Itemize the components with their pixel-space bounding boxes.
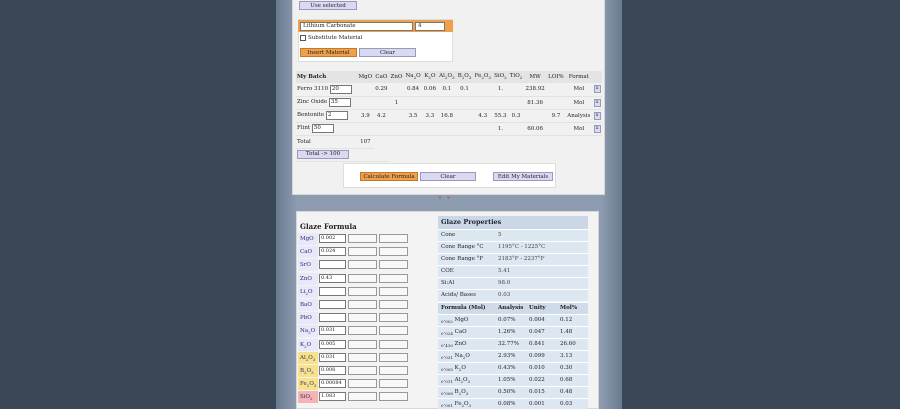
formula-cell: 1.48 <box>560 329 573 335</box>
oxide-limit-min[interactable] <box>348 274 377 283</box>
oxide-limit-min[interactable] <box>348 260 377 269</box>
batch-cell <box>547 122 566 135</box>
formula-cell: 1.05% <box>498 377 516 383</box>
substitute-checkbox[interactable] <box>300 35 306 41</box>
oxide-label: CaO <box>298 246 318 258</box>
formula-cell: 0.015 <box>529 389 545 395</box>
formula-cell: $_0._{001}$ $Fe_2O_3$ <box>441 401 472 409</box>
batch-cell: 0.1 <box>456 83 473 96</box>
formula-cell: 3.13 <box>560 353 573 359</box>
use-selected-button[interactable]: Use selected <box>299 1 357 10</box>
formula-cell: 0.68 <box>560 377 573 383</box>
batch-cell: 0.3 <box>508 109 524 122</box>
oxide-input[interactable]: 0.024 <box>319 247 346 256</box>
clear-material-button[interactable]: Clear <box>359 48 416 57</box>
oxide-label: $K_2O$ <box>298 339 318 351</box>
batch-cell <box>493 96 509 109</box>
batch-row-name <box>296 96 357 109</box>
batch-row-name <box>296 83 357 96</box>
batch-cell: 9.7 <box>547 109 566 122</box>
batch-cell <box>357 83 374 96</box>
batch-cell <box>508 83 524 96</box>
batch-cell: 0.29 <box>374 83 389 96</box>
oxide-row <box>298 299 410 311</box>
oxide-label: $B_2O_3$ <box>298 365 318 377</box>
batch-cell: 60.06 <box>524 122 547 135</box>
amount-input[interactable]: 20 <box>330 85 352 94</box>
oxide-input[interactable]: 0.008 <box>319 366 346 375</box>
batch-cell <box>547 83 566 96</box>
batch-row <box>296 83 602 96</box>
formula-cell: 0.010 <box>529 365 545 371</box>
formula-cell: 0.48 <box>560 389 573 395</box>
oxide-limit-max[interactable] <box>379 247 408 256</box>
batch-cell <box>438 122 457 135</box>
batch-cell <box>404 122 422 135</box>
column-header: CaO <box>374 71 389 83</box>
oxide-input[interactable] <box>319 287 346 296</box>
formula-row <box>438 374 588 386</box>
formula-cell: 0.12 <box>560 317 573 323</box>
oxide-input[interactable]: 0.00084 <box>319 379 346 388</box>
oxide-limit-min[interactable] <box>348 234 377 243</box>
oxide-limit-min[interactable] <box>348 392 377 401</box>
property-row <box>438 265 588 277</box>
formula-row <box>438 314 588 326</box>
batch-cell <box>473 96 493 109</box>
property-name: Cone Range °F <box>441 256 484 262</box>
formula-cell: 0.841 <box>529 341 545 347</box>
property-name: Cone <box>441 232 456 238</box>
oxide-row <box>298 273 410 285</box>
material-name: Flint <box>297 125 311 131</box>
column-header: SiO$_2$ <box>493 71 509 83</box>
batch-total-value: 107 <box>357 135 374 148</box>
oxide-row <box>298 259 410 271</box>
batch-cell <box>438 96 457 109</box>
batch-cell <box>508 96 524 109</box>
oxide-limit-max[interactable] <box>379 326 408 335</box>
formula-row <box>438 326 588 338</box>
batch-row <box>296 96 602 109</box>
formula-cell: 0.004 <box>529 317 545 323</box>
column-header: ZnO <box>389 71 404 83</box>
oxide-input[interactable]: 0.002 <box>319 234 346 243</box>
oxide-row <box>298 365 410 377</box>
oxide-limit-min[interactable] <box>348 326 377 335</box>
oxide-limit-min[interactable] <box>348 340 377 349</box>
remove-cell <box>592 109 602 122</box>
oxide-input[interactable]: 0.031 <box>319 353 346 362</box>
oxide-label: $Al_2O_3$ <box>298 352 318 364</box>
batch-cell: 0.06 <box>422 83 437 96</box>
formula-cell: 0.07% <box>498 317 516 323</box>
formula-cell: 0.099 <box>529 353 545 359</box>
batch-cell <box>357 122 374 135</box>
formula-cell: $_0._{430}$ ZnO <box>441 341 467 349</box>
batch-title: My Batch <box>296 71 357 83</box>
batch-cell <box>456 96 473 109</box>
oxide-limit-max[interactable] <box>379 300 408 309</box>
batch-cell: Analysis <box>565 109 592 122</box>
column-header: MgO <box>357 71 374 83</box>
oxide-input[interactable]: 0.43 <box>319 274 346 283</box>
batch-row <box>296 122 602 135</box>
batch-cell <box>374 122 389 135</box>
batch-cell: Mol <box>565 83 592 96</box>
formula-cell: 26.60 <box>560 341 576 347</box>
formula-cell: 0.30 <box>560 365 573 371</box>
batch-cell: 0.84 <box>404 83 422 96</box>
formula-row <box>438 398 588 409</box>
formula-cell: 0.03 <box>560 401 573 407</box>
oxide-limit-max[interactable] <box>379 353 408 362</box>
oxide-row <box>298 246 410 258</box>
material-name: Ferro 3110 <box>297 85 329 92</box>
property-row <box>438 241 588 253</box>
oxide-limit-max[interactable] <box>379 234 408 243</box>
oxide-row <box>298 391 410 403</box>
formula-cell: 0.08% <box>498 401 516 407</box>
column-header: $Fe_2O_3$ <box>473 71 493 83</box>
material-input[interactable]: Lithium Carbonate <box>300 22 413 31</box>
batch-cell <box>456 122 473 135</box>
oxide-input[interactable] <box>319 300 346 309</box>
column-header <box>592 71 602 83</box>
material-name: Bentonite <box>297 112 325 118</box>
calculate-formula-button[interactable]: Calculate Formula <box>360 172 418 181</box>
oxide-limit-min[interactable] <box>348 353 377 362</box>
property-value: 5 <box>498 232 502 238</box>
oxide-input[interactable]: 0.031 <box>319 326 346 335</box>
oxide-limit-min[interactable] <box>348 379 377 388</box>
formula-row <box>438 386 588 398</box>
oxide-limit-max[interactable] <box>379 274 408 283</box>
substitute-row[interactable] <box>300 35 362 41</box>
oxide-row <box>298 378 410 390</box>
oxide-limit-max[interactable] <box>379 392 408 401</box>
oxide-limit-min[interactable] <box>348 287 377 296</box>
batch-cell <box>508 122 524 135</box>
formula-cell: $_0._{011}$ $Al_2O_3$ <box>441 377 471 385</box>
oxide-limit-max[interactable] <box>379 340 408 349</box>
oxide-label: $Na_2O$ <box>298 325 318 337</box>
amount-input[interactable]: 2 <box>326 111 348 120</box>
property-row <box>438 253 588 265</box>
total-100-button[interactable]: Total -> 100 <box>297 150 349 159</box>
batch-cell <box>389 83 404 96</box>
oxide-limit-min[interactable] <box>348 247 377 256</box>
oxide-row <box>298 325 410 337</box>
batch-cell: 55.3 <box>493 109 509 122</box>
batch-cell <box>473 83 493 96</box>
oxide-limit-min[interactable] <box>348 300 377 309</box>
oxide-limit-min[interactable] <box>348 313 377 322</box>
property-value: 0.03 <box>498 292 511 298</box>
batch-cell: 238.92 <box>524 83 547 96</box>
substitute-label: Substitute Material <box>308 35 363 41</box>
batch-total-button-row <box>296 148 602 161</box>
oxide-limit-max[interactable] <box>379 287 408 296</box>
oxide-row <box>298 339 410 351</box>
batch-header-row <box>296 71 602 83</box>
batch-cell: 3.3 <box>422 109 437 122</box>
batch-cell: Mol <box>565 122 592 135</box>
batch-cell: 0.1 <box>438 83 457 96</box>
oxide-limit-max[interactable] <box>379 313 408 322</box>
property-value: 5.41 <box>498 268 511 274</box>
remove-cell <box>592 122 602 135</box>
batch-cell <box>404 96 422 109</box>
oxide-limit-max[interactable] <box>379 366 408 375</box>
formula-cell: 2.93% <box>498 353 516 359</box>
oxide-limit-max[interactable] <box>379 379 408 388</box>
batch-cell: 81.36 <box>524 96 547 109</box>
oxide-input[interactable] <box>319 260 346 269</box>
batch-row-name <box>296 122 357 135</box>
property-name: Cone Range °C <box>441 244 484 250</box>
amount-input[interactable]: 35 <box>329 98 351 107</box>
formula-header-cell: Mol% <box>560 305 578 311</box>
oxide-label: SrO <box>298 259 318 271</box>
batch-cell: 3.5 <box>404 109 422 122</box>
column-header: MW <box>524 71 547 83</box>
property-name: COE <box>441 268 454 274</box>
oxide-limit-min[interactable] <box>348 366 377 375</box>
batch-table <box>296 71 602 162</box>
property-row <box>438 289 588 301</box>
formula-row <box>438 362 588 374</box>
property-value: 2183°F - 2237°F <box>498 256 545 262</box>
column-header: $Na_2O$ <box>404 71 422 83</box>
batch-cell: 4.3 <box>473 109 493 122</box>
formula-header-row <box>438 302 588 314</box>
batch-cell: Mol <box>565 96 592 109</box>
property-name: Acids/ Bases <box>441 292 476 298</box>
formula-cell: $_0._{002}$ MgO <box>441 317 469 325</box>
remove-cell <box>592 96 602 109</box>
batch-cell <box>524 109 547 122</box>
glaze-formula-title: Glaze Formula <box>300 222 357 231</box>
formula-header-cell: Unity <box>529 305 546 311</box>
clear-batch-button[interactable]: Clear <box>420 172 476 181</box>
remove-row-button[interactable]: x <box>594 85 601 93</box>
batch-row <box>296 109 602 122</box>
oxide-label: PbO <box>298 312 318 324</box>
column-header: Format <box>565 71 592 83</box>
batch-cell: 16.8 <box>438 109 457 122</box>
oxide-label: SiO$_2$ <box>298 391 318 403</box>
column-header: TiO$_2$ <box>508 71 524 83</box>
batch-cell <box>547 96 566 109</box>
batch-cell <box>422 96 437 109</box>
oxide-label: $Li_2O$ <box>298 286 318 298</box>
property-value: 1195°C - 1225°C <box>498 244 546 250</box>
formula-cell: 1.26% <box>498 329 516 335</box>
edit-materials-button[interactable]: Edit My Materials <box>493 172 553 181</box>
oxide-row <box>298 312 410 324</box>
batch-cell <box>422 122 437 135</box>
formula-cell: $_0._{005}$ $K_2O$ <box>441 365 466 373</box>
oxide-input[interactable] <box>319 313 346 322</box>
formula-cell: 0.001 <box>529 401 545 407</box>
insert-material-button[interactable]: Insert Material <box>300 48 357 57</box>
column-header: $K_2O$ <box>422 71 437 83</box>
remove-row-button[interactable]: x <box>594 99 601 107</box>
property-name: Si:Al <box>441 280 455 286</box>
oxide-row <box>298 286 410 298</box>
formula-header-cell: Analysis <box>498 305 524 311</box>
material-amount-input[interactable]: 4 <box>415 22 445 31</box>
formula-row <box>438 338 588 350</box>
remove-row-button[interactable]: x <box>594 112 601 120</box>
oxide-label: BaO <box>298 299 318 311</box>
oxide-limit-max[interactable] <box>379 260 408 269</box>
property-row <box>438 277 588 289</box>
batch-total-row <box>296 135 602 148</box>
batch-cell: 3.9 <box>357 109 374 122</box>
batch-cell <box>389 109 404 122</box>
down-arrows-icon: ˅ ˅ <box>438 196 452 205</box>
column-header: $B_2O_3$ <box>456 71 473 83</box>
oxide-row <box>298 233 410 245</box>
batch-cell: 1. <box>493 83 509 96</box>
batch-cell <box>374 96 389 109</box>
batch-cell: 1 <box>389 96 404 109</box>
material-name: Zinc Oxide <box>297 99 328 105</box>
batch-total-button-cell <box>296 148 389 161</box>
formula-header-cell: Formula (Mol) <box>441 305 486 311</box>
amount-input[interactable]: 50 <box>312 124 334 133</box>
batch-cell <box>456 109 473 122</box>
batch-cell: 1. <box>493 122 509 135</box>
formula-cell: 0.022 <box>529 377 545 383</box>
oxide-input[interactable]: 0.005 <box>319 340 346 349</box>
batch-cell <box>357 96 374 109</box>
property-row <box>438 229 588 241</box>
oxide-label: ZnO <box>298 273 318 285</box>
formula-cell: $_0._{024}$ CaO <box>441 329 467 337</box>
formula-cell: $_0._{031}$ $Na_2O$ <box>441 353 470 361</box>
remove-row-button[interactable]: x <box>594 125 601 133</box>
formula-cell: 0.43% <box>498 365 516 371</box>
formula-cell: $_0._{008}$ $B_2O_3$ <box>441 389 469 397</box>
formula-row <box>438 350 588 362</box>
oxide-row <box>298 352 410 364</box>
oxide-input[interactable]: 1.083 <box>319 392 346 401</box>
oxide-label: $Fe_2O_3$ <box>298 378 318 390</box>
batch-cell: 4.2 <box>374 109 389 122</box>
column-header: $Al_2O_3$ <box>438 71 457 83</box>
property-value: 98.0 <box>498 280 511 286</box>
batch-cell <box>473 122 493 135</box>
batch-row-name <box>296 109 357 122</box>
batch-total-label: Total <box>296 135 357 148</box>
formula-cell: 0.50% <box>498 389 516 395</box>
glaze-properties-title: Glaze Properties <box>438 216 588 229</box>
batch-cell <box>389 122 404 135</box>
oxide-label: MgO <box>298 233 318 245</box>
formula-cell: 32.77% <box>498 341 519 347</box>
column-header: LOI% <box>547 71 566 83</box>
remove-cell <box>592 83 602 96</box>
formula-cell: 0.047 <box>529 329 545 335</box>
